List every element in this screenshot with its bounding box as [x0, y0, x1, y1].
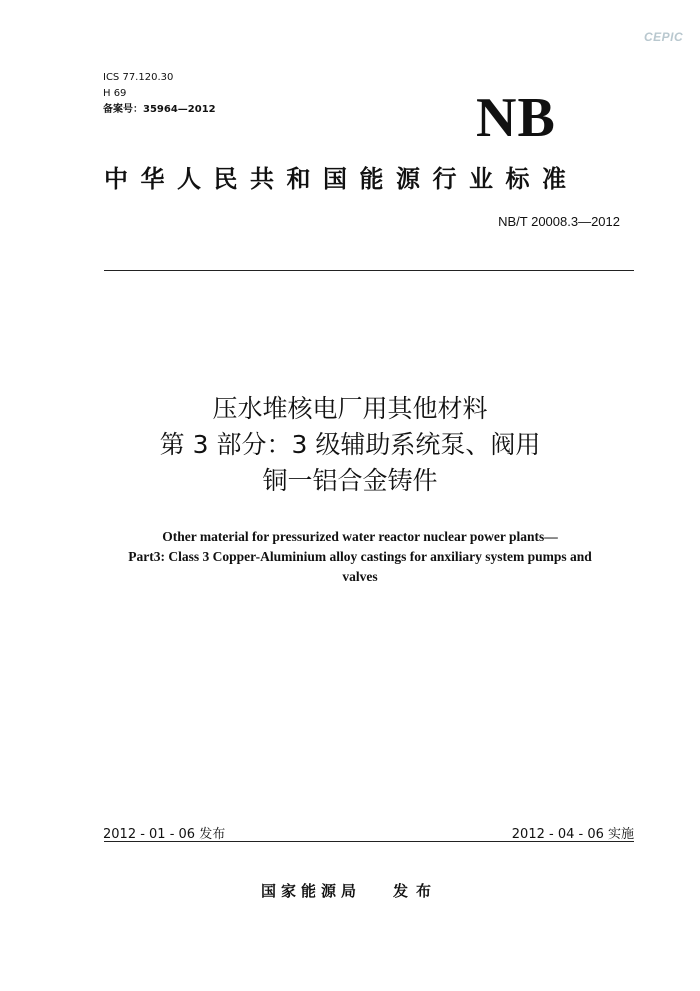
chinese-title-line-2: 第 3 部分：3 级辅助系统泵、阀用 [159, 430, 541, 459]
english-title-line-2: Part3: Class 3 Copper-Aluminium alloy castings for anxiliary system pumps and [128, 549, 592, 564]
chinese-title-line-3: 铜一铝合金铸件 [262, 466, 438, 495]
publisher-line [0, 880, 700, 901]
watermark: CEPIC [644, 30, 684, 44]
standard-code: NB/T 20008.3—2012 [498, 214, 620, 229]
issuer: 国家能源局 [260, 882, 361, 900]
metadata-block [103, 70, 216, 118]
footer-divider [104, 841, 634, 842]
chinese-title [0, 391, 700, 499]
nb-logo: NB [476, 87, 556, 149]
publish-action: 发布 [393, 882, 440, 900]
english-title-line-3: valves [342, 569, 378, 584]
english-title [60, 527, 660, 587]
ccs-code: H 69 [103, 88, 127, 99]
ics-code: ICS 77.120.30 [103, 72, 174, 83]
english-title-line-1: Other material for pressurized water reactor nuclear power plants— [162, 529, 558, 544]
implementation-date: 2012 - 04 - 06 实施 [511, 827, 634, 842]
chinese-title-line-1: 压水堆核电厂用其他材料 [212, 394, 488, 423]
issue-date: 2012 - 01 - 06 发布 [103, 827, 226, 842]
header-divider [104, 270, 634, 271]
industry-standard-title: 中华人民共和国能源行业标准 [104, 165, 579, 193]
filing-number: 备案号：35964—2012 [103, 104, 216, 115]
